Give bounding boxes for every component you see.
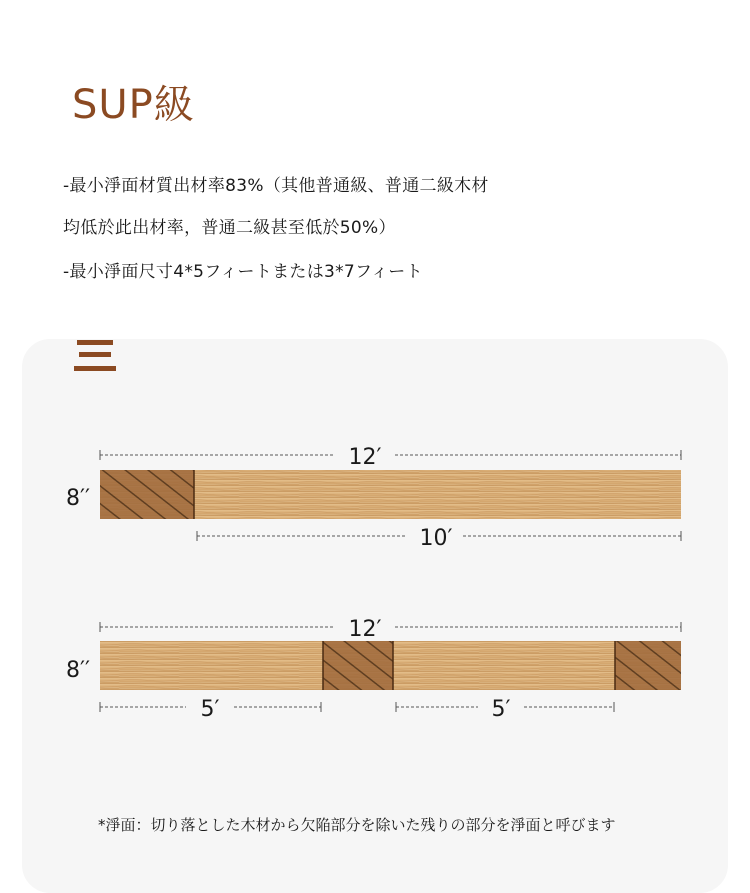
board-1-defect (100, 470, 194, 519)
board-2-defect-right (615, 641, 681, 690)
board-1-clear-label: 10′ (419, 526, 453, 551)
board-2-clear-right-label: 5′ (491, 697, 511, 722)
description-line-3: -最小淨面尺寸4*5フィートまたは3*7フィート (63, 262, 423, 282)
board-2-clear-left-label: 5′ (200, 697, 220, 722)
footnote: *淨面：切り落とした木材から欠陥部分を除いた残りの部分を淨面と呼びます (98, 816, 616, 834)
board-1 (66, 445, 681, 551)
grade-title: SUP級 (72, 82, 195, 128)
board-1-width-label: 8′′ (66, 486, 90, 511)
board-2-defect-middle (323, 641, 393, 690)
description-line-2: 均低於此出材率，普通二級甚至低於50%） (63, 218, 396, 238)
board-2 (66, 617, 681, 722)
board-2-length-label: 12′ (348, 617, 382, 642)
description-line-1: -最小淨面材質出材率83%（其他普通級、普通二級木材 (63, 176, 489, 196)
board-1-length-label: 12′ (348, 445, 382, 470)
board-2-width-label: 8′′ (66, 658, 90, 683)
